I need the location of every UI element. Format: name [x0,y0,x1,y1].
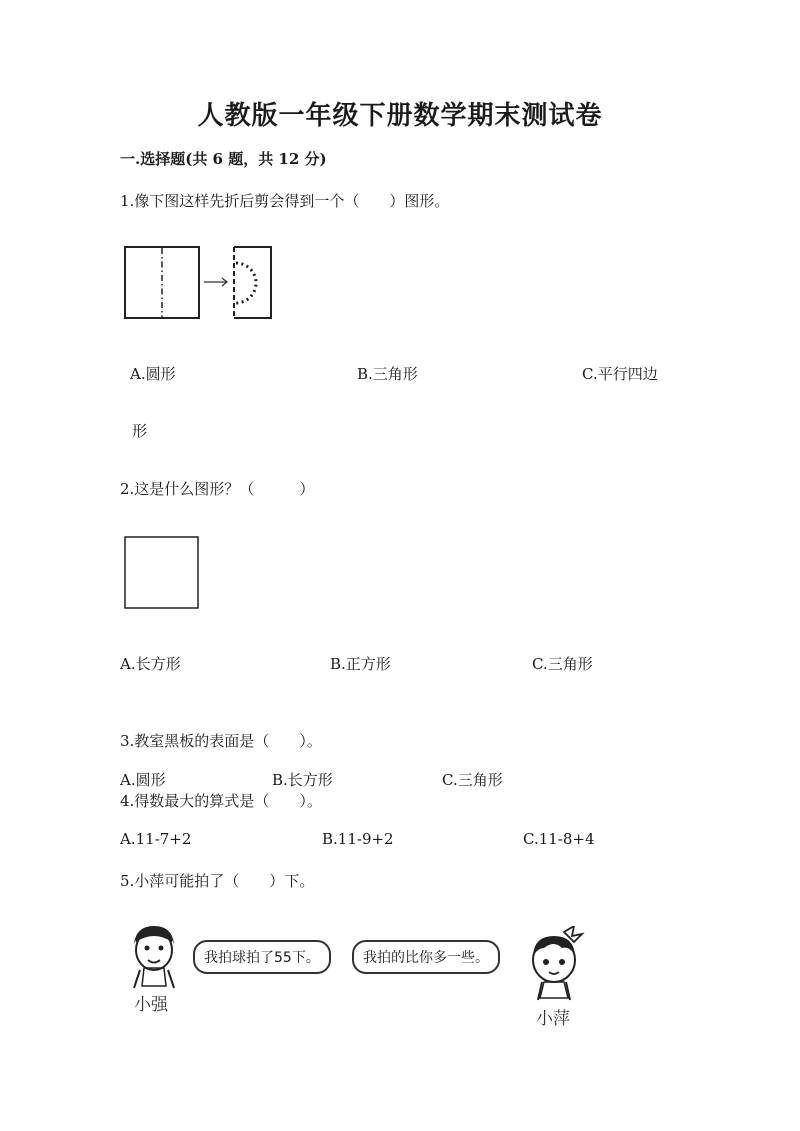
boy-name-label: 小强 [134,995,168,1015]
cut-line [236,263,256,303]
question-1-text: 1.像下图这样先折后剪会得到一个（ ）图形。 [120,192,450,210]
q2-option-a[interactable]: A.长方形 [120,655,181,673]
q3-option-a[interactable]: A.圆形 [120,771,166,789]
girl-speech-bubble [352,940,500,974]
q4-option-b[interactable]: B.11-9+2 [322,830,394,848]
q1-option-c[interactable]: C.平行四边 [582,365,658,383]
boy-speech-text: 我拍球拍了55下。 [204,950,320,966]
fold-cut-figure [124,246,274,320]
q1-option-b[interactable]: B.三角形 [357,365,418,383]
q3-option-b[interactable]: B.长方形 [272,771,333,789]
boy-speech-bubble [193,940,331,974]
square-figure [124,536,200,610]
cartoon-illustration [120,918,600,1028]
question-2-text: 2.这是什么图形？（ ） [120,480,315,498]
girl-speech-text: 我拍的比你多一些。 [363,950,489,966]
q1-option-a[interactable]: A.圆形 [130,365,176,383]
page-title: 人教版一年级下册数学期末测试卷 [197,101,603,131]
girl-icon [524,926,588,1002]
section-heading: 一.选择题(共 6 题，共 12 分) [120,150,327,168]
boy-icon [124,922,184,990]
q4-option-a[interactable]: A.11-7+2 [120,830,192,848]
q2-option-c[interactable]: C.三角形 [532,655,593,673]
q4-option-c[interactable]: C.11-8+4 [523,830,595,848]
question-3-text: 3.教室黑板的表面是（ ）。 [120,732,322,750]
q2-option-b[interactable]: B.正方形 [330,655,391,673]
question-5-text: 5.小萍可能拍了（ ）下。 [120,872,315,890]
question-4-text: 4.得数最大的算式是（ ）。 [120,792,322,810]
q1-option-c-wrap: 形 [132,422,148,440]
girl-name-label: 小萍 [536,1009,570,1029]
q3-option-c[interactable]: C.三角形 [442,771,503,789]
half-paper [234,247,271,318]
